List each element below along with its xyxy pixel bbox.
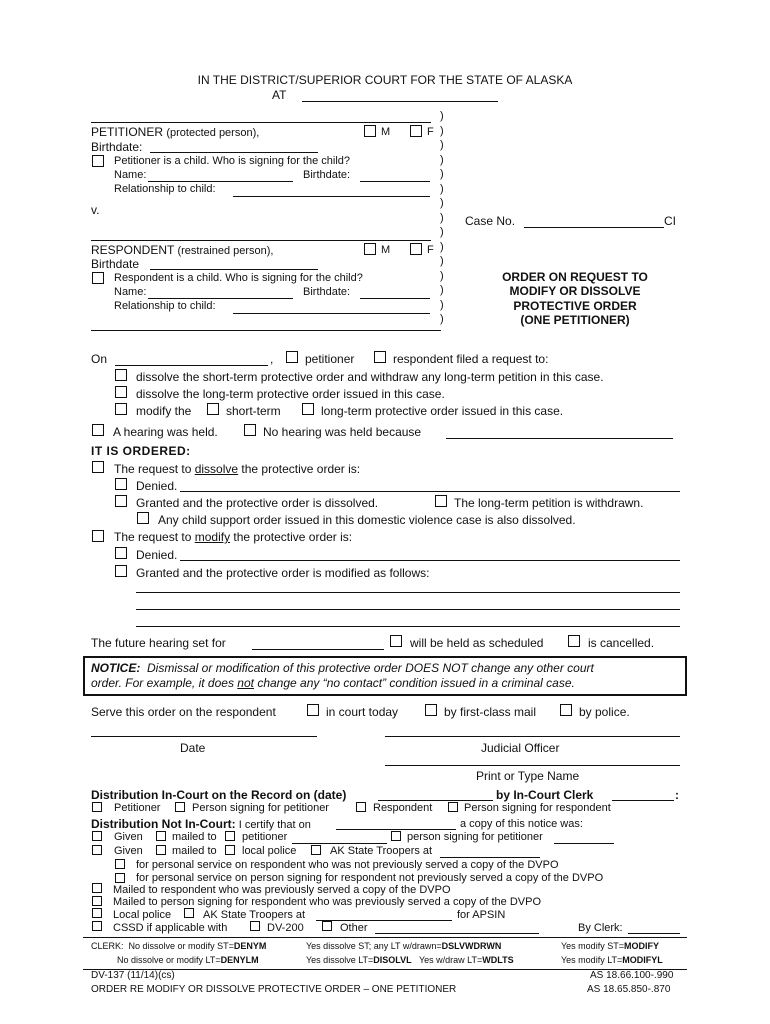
dist-person-pet-label: Person signing for petitioner (192, 802, 329, 814)
respondent-f-checkbox[interactable] (410, 243, 422, 255)
ak-troopers-2-line[interactable] (316, 920, 452, 921)
resp-child-birthdate-label: Birthdate: (303, 286, 351, 298)
pet-child-name-line[interactable] (148, 181, 293, 182)
petitioner-f-label: F (427, 126, 434, 138)
respondent-m-label: M (381, 244, 391, 256)
no-hearing-label: No hearing was held because (263, 425, 422, 439)
notice-line-1 (91, 661, 594, 675)
given-1-label: Given (114, 831, 143, 843)
request-respondent-label: respondent filed a request to: (393, 352, 549, 366)
caption-paren: ) (440, 110, 444, 122)
petitioner-birthdate-line[interactable] (150, 152, 318, 153)
opt-dissolve-short-checkbox[interactable] (115, 369, 127, 381)
yes-wd-label: Yes w/draw LT= (418, 955, 483, 965)
modify-post: the protective order is: (230, 530, 353, 544)
caption-paren: ) (440, 211, 444, 224)
dist-pet-2-label: petitioner (242, 831, 288, 843)
ak-troopers-line[interactable] (440, 857, 540, 858)
personal-resp-label: for personal service on respondent who was not previously served a copy of the DVPO (136, 859, 559, 871)
yes-st-label: Yes dissolve ST; any LT w/drawn= (306, 941, 442, 951)
petitioner-m-label: M (381, 126, 391, 138)
opt-modify-label: modify the (136, 404, 192, 418)
dissolve-denied-line[interactable] (180, 491, 680, 492)
not-in-court-label: Distribution Not In-Court: (91, 817, 236, 831)
petitioner-child-checkbox[interactable] (92, 155, 104, 167)
serve-police-checkbox[interactable] (560, 704, 572, 716)
modify-denied-line[interactable] (180, 560, 680, 561)
no-st-code: DENYM (233, 941, 267, 951)
caption-paren: ) (440, 298, 444, 311)
on-label: On (91, 352, 108, 366)
dist-respondent-checkbox[interactable] (356, 802, 366, 812)
caption-paren: ) (440, 168, 444, 180)
respondent-child-checkbox[interactable] (92, 272, 104, 284)
serve-mail-label: by first-class mail (444, 705, 537, 719)
dist-person-resp-checkbox[interactable] (448, 802, 458, 812)
pet-child-birthdate-label: Birthdate: (303, 169, 351, 181)
hearing-held-label: A hearing was held. (113, 425, 218, 439)
cssd-label: CSSD if applicable with (113, 922, 228, 934)
in-court-clerk-line[interactable] (612, 800, 674, 801)
personal-resp-checkbox[interactable] (115, 859, 125, 869)
notice-line-2 (91, 676, 575, 690)
clerk-row-1-right (561, 941, 659, 951)
mod-lt-code: MODIFYL (622, 955, 663, 965)
petitioner-label (91, 125, 259, 139)
dissolve-post: the protective order is: (238, 462, 361, 476)
local-police-2-checkbox[interactable] (92, 908, 102, 918)
mailed-person-label: Mailed to person signing for respondent who was previously served a copy of the DVPO (113, 896, 542, 908)
given-2-checkbox[interactable] (92, 845, 102, 855)
title-line-2: MODIFY OR DISSOLVE (509, 284, 641, 298)
withdrawn-checkbox[interactable] (435, 495, 447, 507)
caption-paren: ) (440, 255, 444, 267)
dist-person-pet-2-line[interactable] (554, 843, 614, 844)
dissolve-request-checkbox[interactable] (92, 461, 104, 473)
clerk-codes-top-rule (83, 937, 687, 938)
cancelled-label: is cancelled. (588, 636, 655, 650)
dissolve-granted-checkbox[interactable] (115, 495, 127, 507)
title-line-3: PROTECTIVE ORDER (513, 299, 637, 313)
request-petitioner-label: petitioner (305, 352, 355, 366)
distribution-in-court-label: Distribution In-Court on the Record on (date) (91, 788, 347, 802)
petitioner-f-checkbox[interactable] (410, 125, 422, 137)
dist-petitioner-label: Petitioner (114, 802, 161, 814)
local-police-2-label: Local police (113, 909, 172, 921)
dissolve-word: dissolve (194, 462, 239, 476)
caption-paren: ) (440, 139, 444, 151)
opt-long-term-checkbox[interactable] (302, 403, 314, 415)
pet-child-relationship-line[interactable] (233, 196, 430, 197)
notice-label: NOTICE: (91, 661, 141, 675)
ak-troopers-2-label: AK State Troopers at (203, 909, 306, 921)
ak-troopers-label: AK State Troopers at (330, 845, 433, 857)
mailed-2-checkbox[interactable] (156, 845, 166, 855)
as-scheduled-checkbox[interactable] (390, 635, 402, 647)
future-hearing-date-line[interactable] (252, 649, 384, 650)
judicial-officer-label: Judicial Officer (481, 741, 560, 755)
modify-denied-checkbox[interactable] (115, 547, 127, 559)
date-label: Date (180, 741, 206, 755)
caption-paren: ) (440, 124, 444, 137)
opt-short-term-checkbox[interactable] (207, 403, 219, 415)
personal-person-label: for personal service on person signing for respondent not previously served a copy of the DVPO (136, 872, 604, 884)
mod-st-code: MODIFY (623, 941, 659, 951)
modification-line-1[interactable] (136, 592, 680, 593)
respondent-child-text: Respondent is a child. Who is signing for the child? (114, 272, 363, 284)
modify-pre: The request to (114, 530, 195, 544)
other-checkbox[interactable] (322, 921, 332, 931)
dissolve-granted-label: Granted and the protective order is dissolved. (136, 496, 379, 510)
given-1-checkbox[interactable] (92, 831, 102, 841)
opt-dissolve-short-label: dissolve the short-term protective order and withdraw any long-term petition in this case. (136, 370, 604, 384)
petitioner-label-text: PETITIONER (91, 125, 164, 139)
mailed-resp-label: Mailed to respondent who was previously served a copy of the DVPO (113, 884, 451, 896)
modification-line-2[interactable] (136, 609, 680, 610)
petitioner-name-line[interactable] (91, 122, 431, 123)
respondent-name-line[interactable] (91, 240, 431, 241)
resp-child-relationship-label: Relationship to child: (114, 300, 216, 312)
dist-person-pet-2-checkbox[interactable] (391, 831, 401, 841)
serve-police-label: by police. (579, 705, 630, 719)
ak-troopers-2-checkbox[interactable] (184, 908, 194, 918)
dist-pet-2-checkbox[interactable] (225, 831, 235, 841)
petitioner-child-text: Petitioner is a child. Who is signing for the child? (114, 155, 351, 167)
distribution-date-line[interactable] (378, 800, 493, 801)
local-police-label: local police (242, 845, 297, 857)
caption-paren: ) (440, 197, 444, 209)
serve-mail-checkbox[interactable] (425, 704, 437, 716)
dist-person-pet-2-label: person signing for petitioner (407, 831, 543, 843)
opt-long-term-label: long-term protective order issued in this case. (321, 404, 564, 418)
opt-modify-checkbox[interactable] (115, 403, 127, 415)
not-in-court-line (91, 817, 311, 831)
serve-label: Serve this order on the respondent (91, 705, 276, 719)
statute-2: AS 18.65.850-.870 (587, 984, 671, 995)
mailed-2-label: mailed to (172, 845, 217, 857)
request-date-line[interactable] (115, 365, 268, 366)
dist-pet-2-line[interactable] (292, 843, 387, 844)
yes-wd-code: WDLTS (482, 955, 514, 965)
petitioner-sub: (protected person), (166, 127, 260, 139)
no-hearing-checkbox[interactable] (244, 424, 256, 436)
respondent-label-text: RESPONDENT (91, 243, 175, 257)
date-signature-line[interactable] (91, 736, 317, 737)
notice-text-1: Dismissal or modification of this protective order DOES NOT change any other court (147, 661, 594, 675)
yes-st-code: DSLVWDRWN (441, 941, 502, 951)
case-no-line[interactable] (524, 227, 664, 228)
resp-child-relationship-line[interactable] (233, 313, 430, 314)
future-hearing-label: The future hearing set for (91, 636, 226, 650)
title-line-4: (ONE PETITIONER) (520, 313, 630, 327)
notice-text-2b: change any “no contact” condition issued in a criminal case. (253, 676, 575, 690)
case-no-label: Case No. (465, 214, 516, 228)
print-name-label: Print or Type Name (476, 769, 580, 783)
serve-in-court-label: in court today (326, 705, 399, 719)
form-title: ORDER RE MODIFY OR DISSOLVE PROTECTIVE ORDER – ONE PETITIONER (91, 984, 457, 995)
dist-petitioner-checkbox[interactable] (92, 802, 102, 812)
mod-st-label: Yes modify ST= (561, 941, 624, 951)
mod-lt-label: Yes modify LT= (561, 955, 623, 965)
pet-child-name-label: Name: (114, 169, 147, 181)
respondent-birthdate-label: Birthdate (91, 257, 140, 271)
respondent-m-checkbox[interactable] (364, 243, 376, 255)
mailed-1-checkbox[interactable] (156, 831, 166, 841)
respondent-label (91, 243, 273, 257)
statute-1: AS 18.66.100-.990 (590, 970, 674, 981)
petitioner-birthdate-label: Birthdate: (91, 140, 143, 154)
serve-in-court-checkbox[interactable] (307, 704, 319, 716)
request-comma: , (270, 352, 274, 366)
modify-word: modify (194, 530, 231, 544)
clerk-row-1-left (91, 941, 266, 951)
court-heading: IN THE DISTRICT/SUPERIOR COURT FOR THE STATE OF ALASKA (197, 73, 573, 87)
caption-bottom-line (91, 330, 441, 331)
caption-paren: ) (440, 240, 444, 253)
no-hearing-reason-line[interactable] (446, 438, 673, 439)
modify-denied-label: Denied. (136, 548, 178, 562)
request-respondent-checkbox[interactable] (374, 351, 386, 363)
clerk-row-2-left (117, 955, 259, 965)
dist-person-pet-checkbox[interactable] (175, 802, 185, 812)
mailed-1-label: mailed to (172, 831, 217, 843)
notice-not-word: not (237, 676, 254, 690)
dist-person-resp-label: Person signing for respondent (464, 802, 611, 814)
resp-child-name-label: Name: (114, 286, 147, 298)
caption-paren: ) (440, 284, 444, 296)
modify-request-checkbox[interactable] (92, 530, 104, 542)
caption-paren: ) (440, 269, 444, 282)
cancelled-checkbox[interactable] (568, 635, 580, 647)
clerk-row-2-right (561, 955, 663, 965)
pet-child-relationship-label: Relationship to child: (114, 183, 216, 195)
no-st-label: No dissolve or modify ST= (128, 941, 234, 951)
caption-paren: ) (440, 226, 444, 238)
yes-lt-code: DISOLVL (373, 955, 412, 965)
modify-granted-label: Granted and the protective order is modified as follows: (136, 566, 430, 580)
personal-person-checkbox[interactable] (115, 873, 125, 883)
dissolve-pre: The request to (114, 462, 195, 476)
for-apsin-label: for APSIN (457, 909, 506, 921)
modify-granted-checkbox[interactable] (115, 565, 127, 577)
judicial-officer-line[interactable] (385, 736, 680, 737)
modification-line-3[interactable] (136, 626, 680, 627)
respondent-f-label: F (427, 244, 434, 256)
child-support-checkbox[interactable] (137, 512, 149, 524)
clerk-label: CLERK: (91, 941, 124, 951)
other-label: Other (340, 922, 368, 934)
clerk-row-2-mid (306, 955, 514, 965)
dissolve-denied-checkbox[interactable] (115, 478, 127, 490)
at-label: AT (272, 88, 287, 102)
dv200-label: DV-200 (267, 922, 304, 934)
other-line[interactable] (375, 933, 539, 934)
by-clerk-line[interactable] (628, 933, 680, 934)
caption-paren: ) (440, 182, 444, 195)
caption-paren: ) (440, 153, 444, 166)
certify-date-line[interactable] (336, 829, 456, 830)
respondent-sub: (restrained person), (177, 245, 274, 257)
court-location-line[interactable] (302, 101, 498, 102)
ak-troopers-checkbox[interactable] (311, 845, 321, 855)
print-name-line[interactable] (385, 765, 680, 766)
local-police-checkbox[interactable] (225, 845, 235, 855)
case-suffix: CI (664, 214, 676, 228)
ordered-heading: IT IS ORDERED: (91, 444, 191, 458)
dv200-checkbox[interactable] (250, 921, 260, 931)
yes-lt-label: Yes dissolve LT= (306, 955, 374, 965)
versus-label: v. (91, 203, 100, 217)
pet-child-birthdate-line[interactable] (360, 181, 430, 182)
as-scheduled-label: will be held as scheduled (410, 636, 544, 650)
petitioner-m-checkbox[interactable] (364, 125, 376, 137)
caption-paren: ) (440, 313, 444, 325)
clerk-row-1-mid (306, 941, 501, 951)
opt-dissolve-long-label: dissolve the long-term protective order issued in this case. (136, 387, 445, 401)
resp-child-birthdate-line[interactable] (360, 298, 430, 299)
resp-child-name-line[interactable] (148, 298, 293, 299)
notice-text-2a: order. For example, it does (91, 676, 238, 690)
modify-request-label (114, 530, 352, 544)
in-court-clerk-colon: : (675, 788, 679, 802)
respondent-birthdate-line[interactable] (150, 269, 318, 270)
withdrawn-label: The long-term petition is withdrawn. (454, 496, 644, 510)
mailed-person-checkbox[interactable] (92, 896, 102, 906)
by-clerk-label: By Clerk: (578, 922, 623, 934)
hearing-held-checkbox[interactable] (92, 424, 104, 436)
no-lt-label: No dissolve or modify LT= (117, 955, 221, 965)
mailed-resp-checkbox[interactable] (92, 883, 102, 893)
opt-short-term-label: short-term (226, 404, 281, 418)
opt-dissolve-long-checkbox[interactable] (115, 386, 127, 398)
title-line-1: ORDER ON REQUEST TO (502, 270, 648, 284)
form-number: DV-137 (11/14)(cs) (91, 970, 175, 981)
dissolve-request-label (114, 462, 360, 476)
in-court-clerk-label: by In-Court Clerk (496, 788, 594, 802)
child-support-label: Any child support order issued in this domestic violence case is also dissolved. (158, 513, 576, 527)
request-petitioner-checkbox[interactable] (286, 351, 298, 363)
dist-respondent-label: Respondent (373, 802, 433, 814)
copy-was-text: a copy of this notice was: (460, 818, 583, 830)
given-2-label: Given (114, 845, 143, 857)
cssd-checkbox[interactable] (92, 921, 102, 931)
certify-text: I certify that on (238, 819, 311, 831)
no-lt-code: DENYLM (220, 955, 259, 965)
dissolve-denied-label: Denied. (136, 479, 178, 493)
